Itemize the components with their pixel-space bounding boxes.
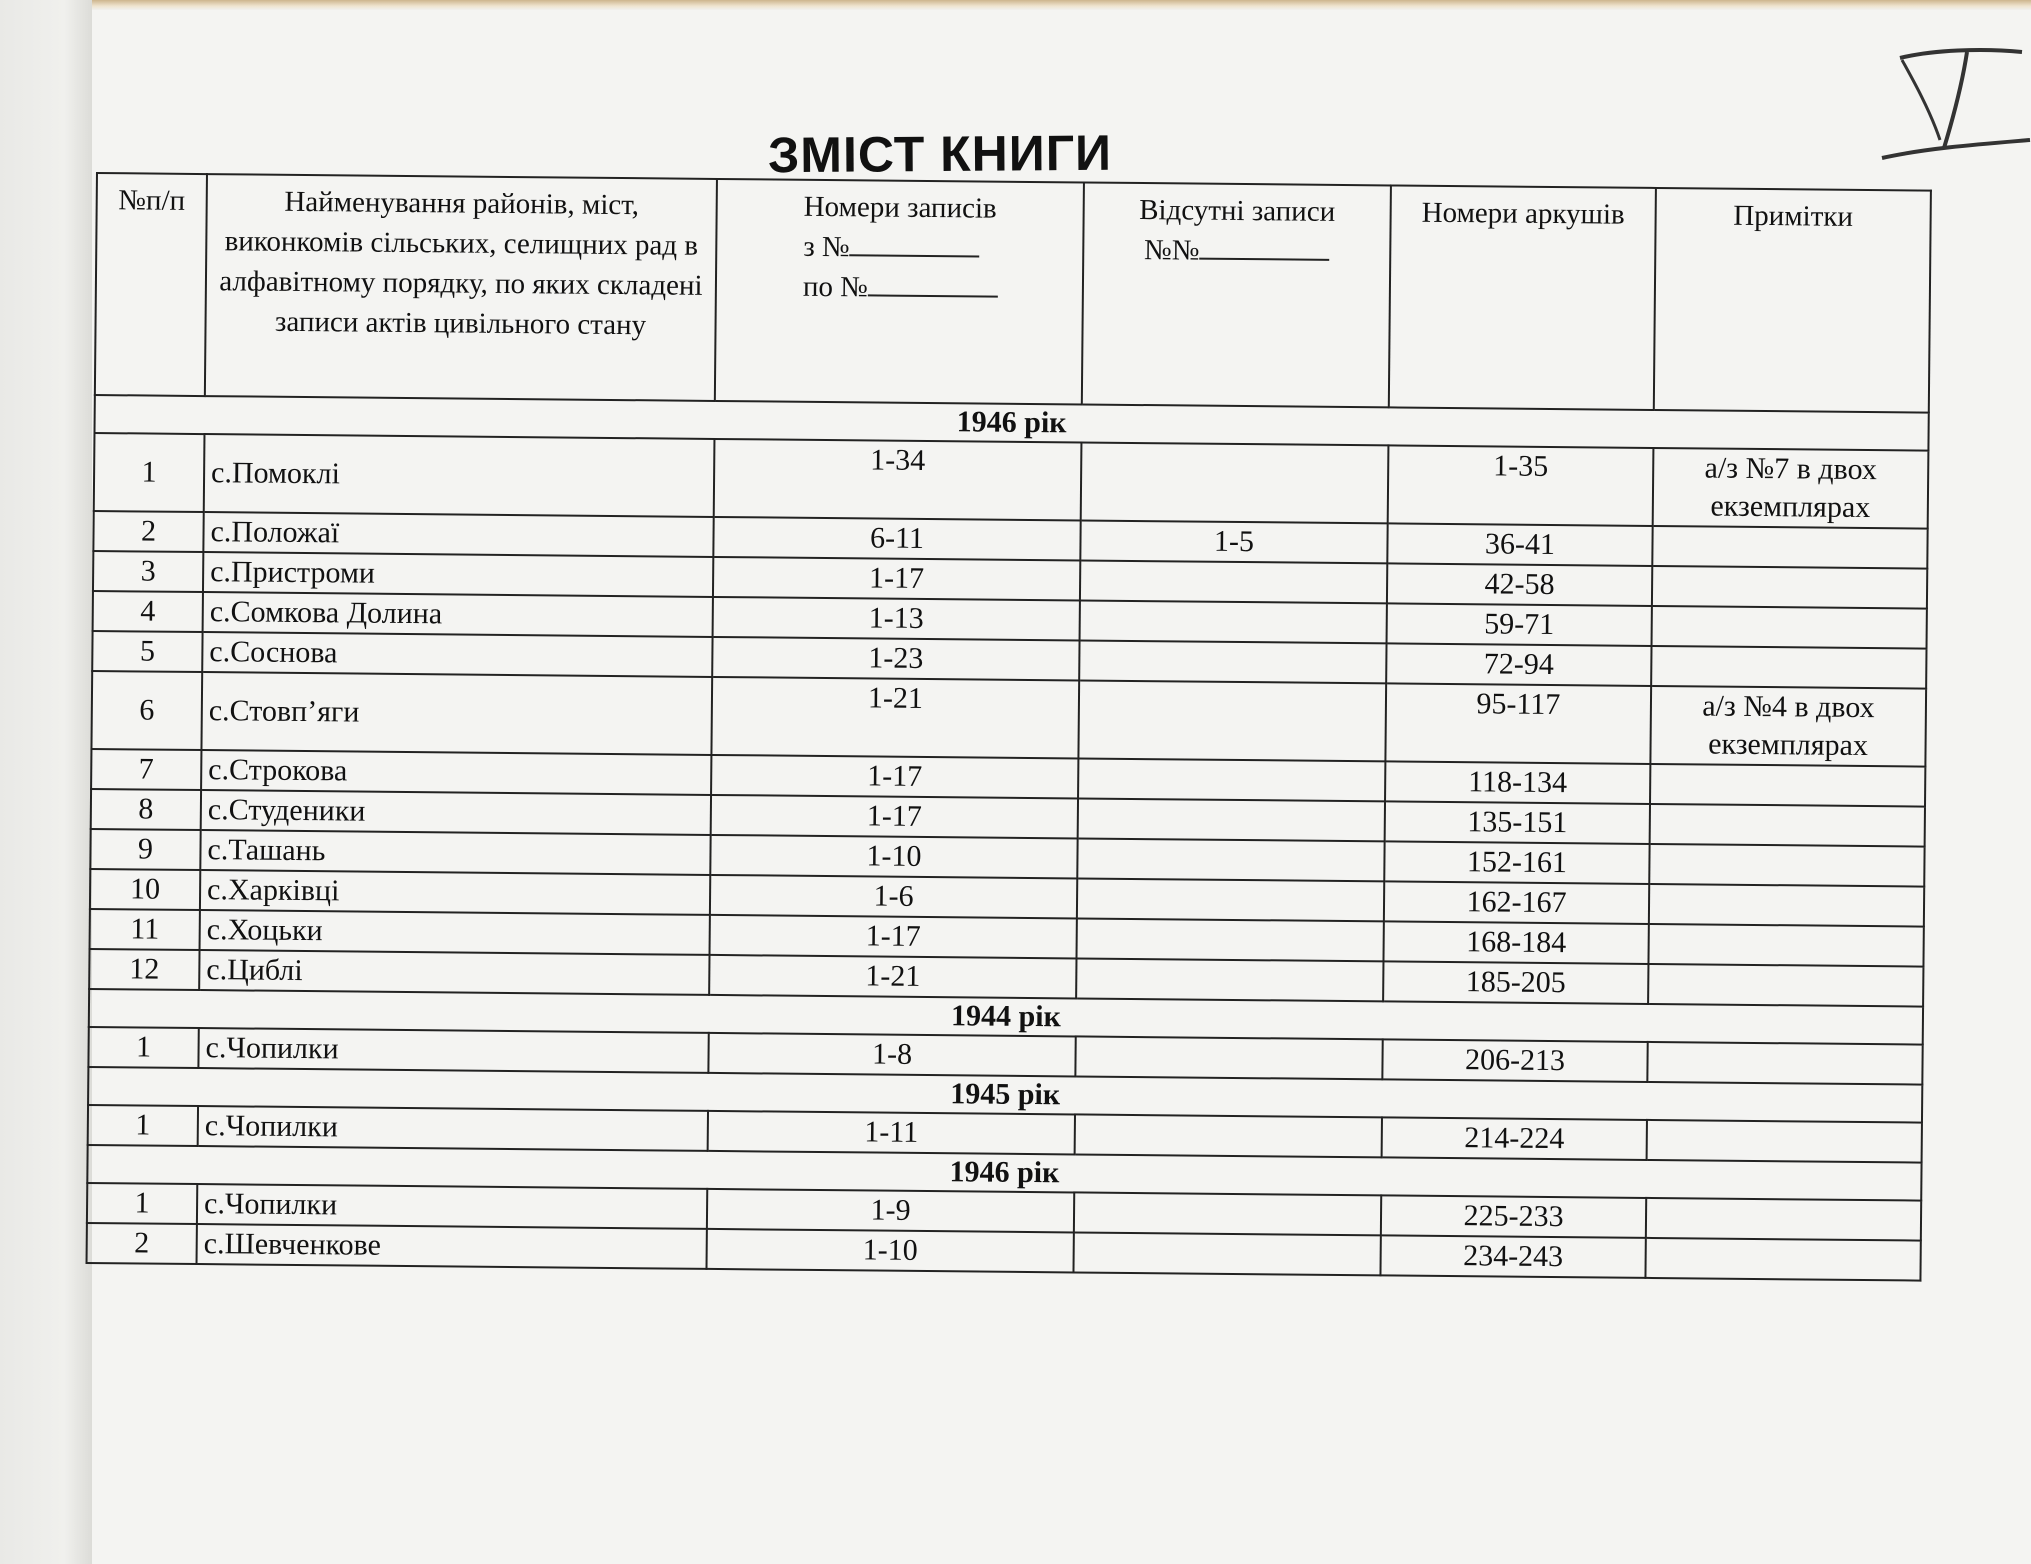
cell-missing (1076, 918, 1383, 961)
cell-notes (1645, 1238, 1920, 1281)
cell-sheets: 185-205 (1383, 961, 1648, 1004)
year-heading: 1946 рік (87, 1145, 1921, 1201)
cell-range: 1-13 (713, 597, 1080, 641)
cell-sheets: 152-161 (1384, 841, 1649, 884)
cell-range: 1-17 (710, 915, 1077, 959)
header-row (95, 173, 1931, 413)
cell-num: 7 (91, 749, 201, 790)
header-range-to: по № (723, 266, 1076, 309)
cell-missing (1075, 1114, 1382, 1157)
cell-sheets: 225-233 (1381, 1195, 1646, 1238)
cell-notes (1650, 804, 1925, 847)
cell-sheets: 168-184 (1383, 921, 1648, 964)
header-num: №п/п (95, 173, 207, 396)
cell-name: с.Соснова (202, 632, 712, 677)
cell-missing: 1-5 (1080, 520, 1387, 563)
table-body (87, 395, 1929, 1281)
cell-sheets: 72-94 (1386, 643, 1651, 686)
cell-sheets: 206-213 (1382, 1039, 1647, 1082)
cell-num: 1 (94, 433, 205, 512)
cell-missing (1078, 798, 1385, 841)
cell-num: 6 (91, 671, 202, 750)
cell-num: 4 (93, 591, 203, 632)
cell-num: 1 (88, 1027, 198, 1068)
header-missing (1082, 182, 1391, 407)
cell-range: 1-10 (710, 835, 1077, 879)
cell-name: с.Чопилки (198, 1028, 708, 1073)
cell-notes (1651, 646, 1926, 689)
cell-num: 1 (87, 1183, 197, 1224)
cell-notes (1647, 1042, 1922, 1085)
cell-sheets: 214-224 (1382, 1117, 1647, 1160)
cell-missing (1081, 442, 1389, 523)
cell-notes (1652, 606, 1927, 649)
binding-strip (0, 0, 94, 1564)
cell-notes (1649, 884, 1924, 927)
cell-range: 6-11 (713, 517, 1080, 561)
cell-num: 2 (93, 511, 203, 552)
cell-range: 1-17 (711, 795, 1078, 839)
cell-range: 1-21 (711, 677, 1079, 759)
cell-missing (1079, 640, 1386, 683)
cover-edge (92, 0, 2031, 10)
cell-num: 1 (88, 1105, 198, 1146)
cell-range: 1-21 (709, 955, 1076, 999)
contents-table (86, 172, 1932, 1282)
cell-num: 3 (93, 551, 203, 592)
cell-notes: а/з №4 в двох екземплярах (1650, 686, 1926, 767)
cell-name: с.Чопилки (198, 1106, 708, 1151)
cell-missing (1078, 758, 1385, 801)
cell-missing (1080, 560, 1387, 603)
cell-name: с.Строкова (201, 750, 711, 795)
cell-notes (1648, 964, 1923, 1007)
cell-notes: а/з №7 в двох екземплярах (1653, 448, 1929, 529)
header-name: Найменування районів, міст, виконкомів сільських, селищних рад в алфавітному порядку, по яких складені записи актів цивільного стану (205, 174, 717, 401)
cell-sheets: 135-151 (1385, 801, 1650, 844)
cell-missing (1075, 1036, 1382, 1079)
cell-range: 1-11 (708, 1111, 1075, 1155)
cell-num: 12 (89, 949, 199, 990)
header-range-from: з № (723, 226, 1076, 269)
cell-name: с.Шевченкове (197, 1224, 707, 1269)
header-range (715, 179, 1084, 405)
year-heading: 1945 рік (88, 1067, 1922, 1123)
cell-sheets: 118-134 (1385, 761, 1650, 804)
cell-num: 9 (90, 829, 200, 870)
year-heading: 1946 рік (94, 395, 1928, 451)
cell-name: с.Чопилки (197, 1184, 707, 1229)
header-range-title: Номери записів (803, 190, 997, 225)
cell-notes (1648, 924, 1923, 967)
cell-sheets: 36-41 (1387, 523, 1652, 566)
cell-sheets: 1-35 (1388, 445, 1654, 526)
cell-missing (1076, 958, 1383, 1001)
cell-name: с.Студеники (201, 790, 711, 835)
header-notes: Примітки (1654, 188, 1931, 413)
cell-num: 5 (92, 631, 202, 672)
header-sheets: Номери аркушів (1389, 185, 1656, 410)
cell-missing (1077, 838, 1384, 881)
cell-range: 1-6 (710, 875, 1077, 919)
cell-name: с.Пристроми (203, 552, 713, 597)
cell-notes (1646, 1198, 1921, 1241)
cell-name: с.Циблі (199, 950, 709, 995)
cell-sheets: 95-117 (1385, 683, 1651, 764)
cell-num: 11 (90, 909, 200, 950)
cell-name: с.Стовп’яги (201, 672, 712, 755)
page-title: ЗМІСТ КНИГИ (767, 124, 1113, 184)
contents-table-wrap (86, 172, 1952, 1282)
cell-missing (1080, 600, 1387, 643)
cell-num: 8 (91, 789, 201, 830)
cell-notes (1652, 526, 1927, 569)
cell-name: с.Сомкова Долина (203, 592, 713, 637)
cell-range: 1-10 (706, 1229, 1073, 1273)
cell-range: 1-17 (713, 557, 1080, 601)
cell-notes (1650, 764, 1925, 807)
cell-range: 1-34 (714, 439, 1082, 521)
cell-missing (1078, 680, 1386, 761)
cell-sheets: 234-243 (1380, 1235, 1645, 1278)
cell-num: 2 (87, 1223, 197, 1264)
cell-missing (1073, 1232, 1380, 1275)
cell-missing (1074, 1192, 1381, 1235)
cell-range: 1-9 (707, 1189, 1074, 1233)
cell-range: 1-23 (712, 637, 1079, 681)
header-missing-nn: №№ (1090, 230, 1383, 273)
cell-notes (1652, 566, 1927, 609)
cell-sheets: 59-71 (1387, 603, 1652, 646)
cell-notes (1649, 844, 1924, 887)
cell-range: 1-8 (708, 1033, 1075, 1077)
header-missing-title: Відсутні записи (1139, 194, 1336, 228)
cell-name: с.Хоцьки (200, 910, 710, 955)
cell-sheets: 42-58 (1387, 563, 1652, 606)
cell-name: с.Ташань (200, 830, 710, 875)
cell-name: с.Помоклі (204, 434, 715, 517)
year-heading: 1944 рік (89, 989, 1923, 1045)
cell-sheets: 162-167 (1384, 881, 1649, 924)
cell-range: 1-17 (711, 755, 1078, 799)
cell-missing (1077, 878, 1384, 921)
cell-notes (1647, 1120, 1922, 1163)
page-number-mark (1872, 40, 2031, 170)
cell-name: с.Харківці (200, 870, 710, 915)
cell-name: с.Положаї (203, 512, 713, 557)
cell-num: 10 (90, 869, 200, 910)
